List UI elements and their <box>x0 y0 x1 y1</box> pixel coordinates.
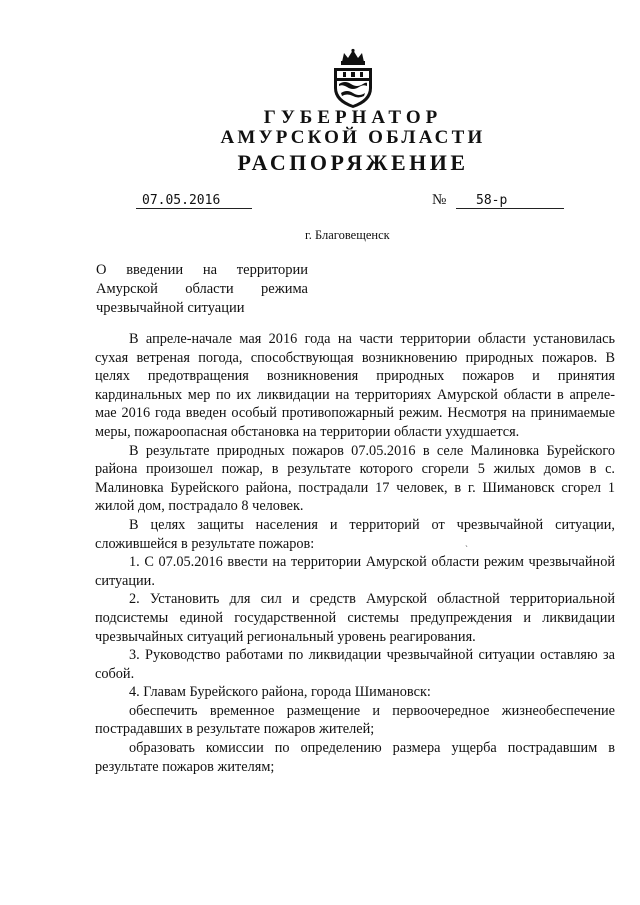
paragraph: В результате природных пожаров 07.05.2016 в селе Малиновка Бурейского района произошел пожар, в результате которого сгорели 5 жилых домов в с. Малиновка Бурейского района, пострадали 17 человек, в г. Шимановск сгорел 1 жилой дом, пострадало 8 человек. <box>95 442 615 515</box>
subject-line: чрезвычайной ситуации <box>96 300 245 316</box>
date-number-row <box>0 193 640 213</box>
number-sign: № <box>432 192 447 208</box>
document-date: 07.05.2016 <box>142 193 221 208</box>
date-underline <box>136 208 252 209</box>
paragraph: обеспечить временное размещение и первоочередное жизнеобеспечение пострадавших в результате пожаров жителей; <box>95 702 615 738</box>
paragraph: В целях защиты населения и территорий от чрезвычайной ситуации, сложившейся в результате пожаров: <box>95 516 615 552</box>
scan-mark: ˎ <box>465 537 468 547</box>
city: г. Благовещенск <box>305 228 390 242</box>
title-document-type: РАСПОРЯЖЕНИЕ <box>237 150 469 175</box>
coat-of-arms-icon <box>329 48 377 110</box>
number-underline <box>456 208 564 209</box>
subject-heading <box>96 261 308 318</box>
document-body <box>95 330 615 776</box>
subject-line: О введении на территории <box>96 262 308 278</box>
paragraph: 4. Главам Бурейского района, города Шимановск: <box>129 684 431 701</box>
paragraph: образовать комиссии по определению размера ущерба пострадавшим в результате пожаров жителям; <box>95 740 615 775</box>
title-governor: ГУБЕРНАТОР <box>263 107 443 128</box>
paragraph: 3. Руководство работами по ликвидации чрезвычайной ситуации оставляю за собой. <box>95 647 615 682</box>
document-number: 58-р <box>476 193 508 208</box>
paragraph: В апреле-начале мая 2016 года на части территории области установилась сухая ветреная погода, способствующая возникновению природных пожаров. В целях предотвращения возникновения природных пожаров и принятия кардинальных мер по их ликвидации на территориях Амурской области в апреле-мае 2016 года введен особый противопожарный режим. Несмотря на принимаемые меры, пожароопасная обстановка на территории области ухудшается. <box>95 331 615 440</box>
title-region: АМУРСКОЙ ОБЛАСТИ <box>220 127 486 148</box>
paragraph: 2. Установить для сил и средств Амурской областной территориальной подсистемы единой государственной системы предупреждения и ликвидации чрезвычайных ситуаций региональный уровень реагирования. <box>95 591 615 645</box>
subject-line: Амурской области режима <box>96 281 308 297</box>
paragraph: 1. С 07.05.2016 ввести на территории Амурской области режим чрезвычайной ситуации. <box>95 554 615 589</box>
